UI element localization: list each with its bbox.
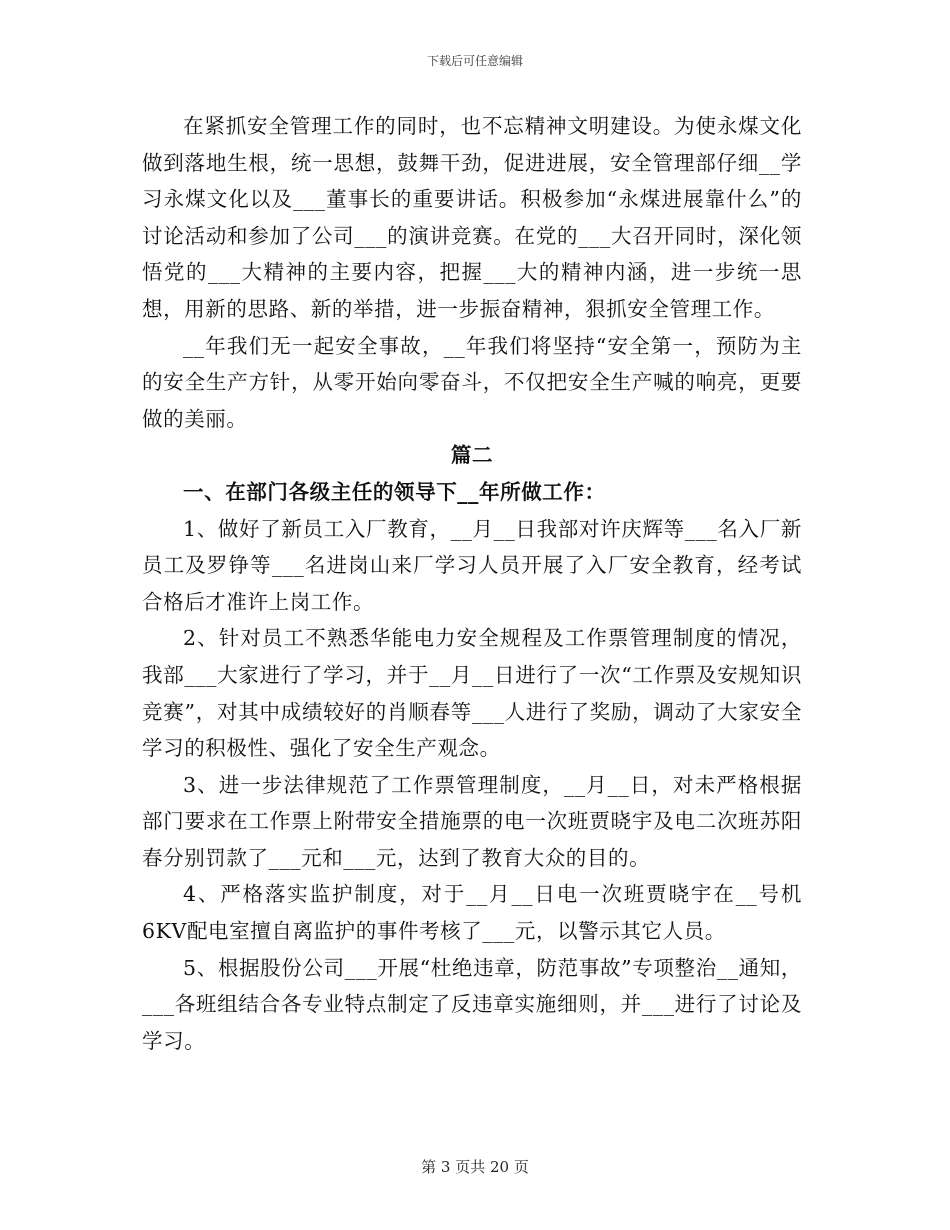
list-item: 5、根据股份公司___开展“杜绝违章，防范事故”专项整治__通知，___各班组结合各专业特点制定了反违章实施细则，并___进行了讨论及学习。 (142, 955, 802, 1053)
section-title: 篇二 (450, 443, 494, 468)
section-subheading: 一、在部门各级主任的领导下__年所做工作： (183, 479, 606, 504)
list-item: 3、进一步法律规范了工作票管理制度，__月__日，对未严格根据部门要求在工作票上附带安全措施票的电一次班贾晓宇及电二次班苏阳春分别罚款了___元和___元，达到了教育大众的目的。 (142, 772, 802, 870)
list-item: 1、做好了新员工入厂教育，__月__日我部对许庆辉等___名入厂新员工及罗铮等___名进岗山来厂学习人员开展了入厂安全教育，经考试合格后才准许上岗工作。 (142, 516, 802, 614)
document-body (142, 108, 802, 1059)
paragraph-spiritual-civilization: 在紧抓安全管理工作的同时，也不忘精神文明建设。为使永煤文化做到落地生根，统一思想，鼓舞干劲，促进进展，安全管理部仔细__学习永煤文化以及___董事长的重要讲话。积极参加“永煤进展靠什么”的讨论活动和参加了公司___的演讲竞赛。在党的___大召开同时，深化领悟党的___大精神的主要内容，把握___大的精神内涵，进一步统一思想，用新的思路、新的举措，进一步振奋精神，狠抓安全管理工作。 (142, 114, 802, 321)
page-header: 下载后可任意编辑 (426, 54, 523, 68)
list-item: 2、针对员工不熟悉华能电力安全规程及工作票管理制度的情况，我部___大家进行了学习，并于__月__日进行了一次“工作票及安规知识竞赛”，对其中成绩较好的肖顺春等___人进行了奖励，调动了大家安全学习的积极性、强化了安全生产观念。 (142, 626, 802, 761)
list-item: 4、严格落实监护制度，对于__月__日电一次班贾晓宇在__号机6KV配电室擅自离监护的事件考核了___元，以警示其它人员。 (142, 882, 802, 944)
paragraph-safety-record: __年我们无一起安全事故，__年我们将坚持“安全第一，预防为主的安全生产方针，从零开始向零奋斗，不仅把安全生产喊的响亮，更要做的美丽。 (142, 333, 802, 431)
page-number: 第 3 页共 20 页 (421, 1158, 529, 1176)
